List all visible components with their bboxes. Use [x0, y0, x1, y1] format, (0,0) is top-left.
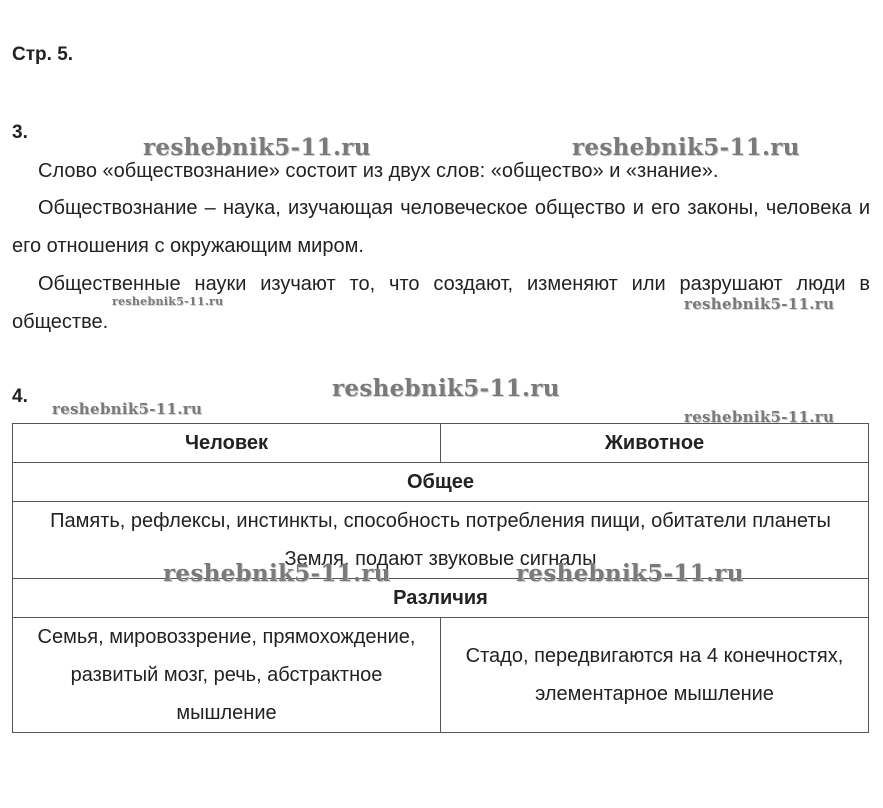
task-3-paragraph-2 — [12, 189, 870, 265]
watermark: reshebnik5-11.ru — [143, 134, 371, 161]
task-3-paragraph-3-text: Общественные науки изучают то, что создают, изменяют или разрушают люди в обществе. — [12, 273, 870, 333]
common-header-row — [13, 463, 869, 502]
task-3-paragraph-1 — [12, 152, 870, 190]
watermark: reshebnik5-11.ru — [684, 408, 835, 426]
common-cell: Память, рефлексы, инстинкты, способность потребления пищи, обитатели планеты Земля, подают звуковые сигналы — [13, 502, 869, 579]
task-3-paragraph-3 — [12, 265, 870, 341]
watermark: reshebnik5-11.ru — [52, 400, 203, 418]
column-header-human: Человек — [13, 424, 441, 463]
task-3-number: 3. — [12, 122, 28, 143]
page-title: Стр. 5. — [12, 44, 74, 65]
differences-human-cell: Семья, мировоззрение, прямохождение, развитый мозг, речь, абстрактное мышление — [13, 618, 441, 733]
watermark: reshebnik5-11.ru — [684, 295, 835, 313]
watermark: reshebnik5-11.ru — [516, 560, 744, 587]
task-4-number: 4. — [12, 386, 28, 407]
watermark: reshebnik5-11.ru — [572, 134, 800, 161]
column-header-animal: Животное — [441, 424, 869, 463]
watermark: reshebnik5-11.ru — [332, 375, 560, 402]
watermark: reshebnik5-11.ru — [112, 295, 224, 308]
differences-row — [13, 618, 869, 733]
common-header: Общее — [13, 463, 869, 502]
differences-animal-cell: Стадо, передвигаются на 4 конечностях, элементарное мышление — [441, 618, 869, 733]
common-row — [13, 502, 869, 579]
watermark: reshebnik5-11.ru — [163, 560, 391, 587]
differences-header: Различия — [13, 579, 869, 618]
differences-header-row — [13, 579, 869, 618]
comparison-table — [12, 423, 869, 733]
table-header-row — [13, 424, 869, 463]
task-3-paragraph-2-text: Обществознание – наука, изучающая человеческое общество и его законы, человека и его отношения с окружающим миром. — [12, 197, 870, 257]
task-3-paragraph-1-text: Слово «обществознание» состоит из двух слов: «общество» и «знание». — [38, 160, 719, 182]
